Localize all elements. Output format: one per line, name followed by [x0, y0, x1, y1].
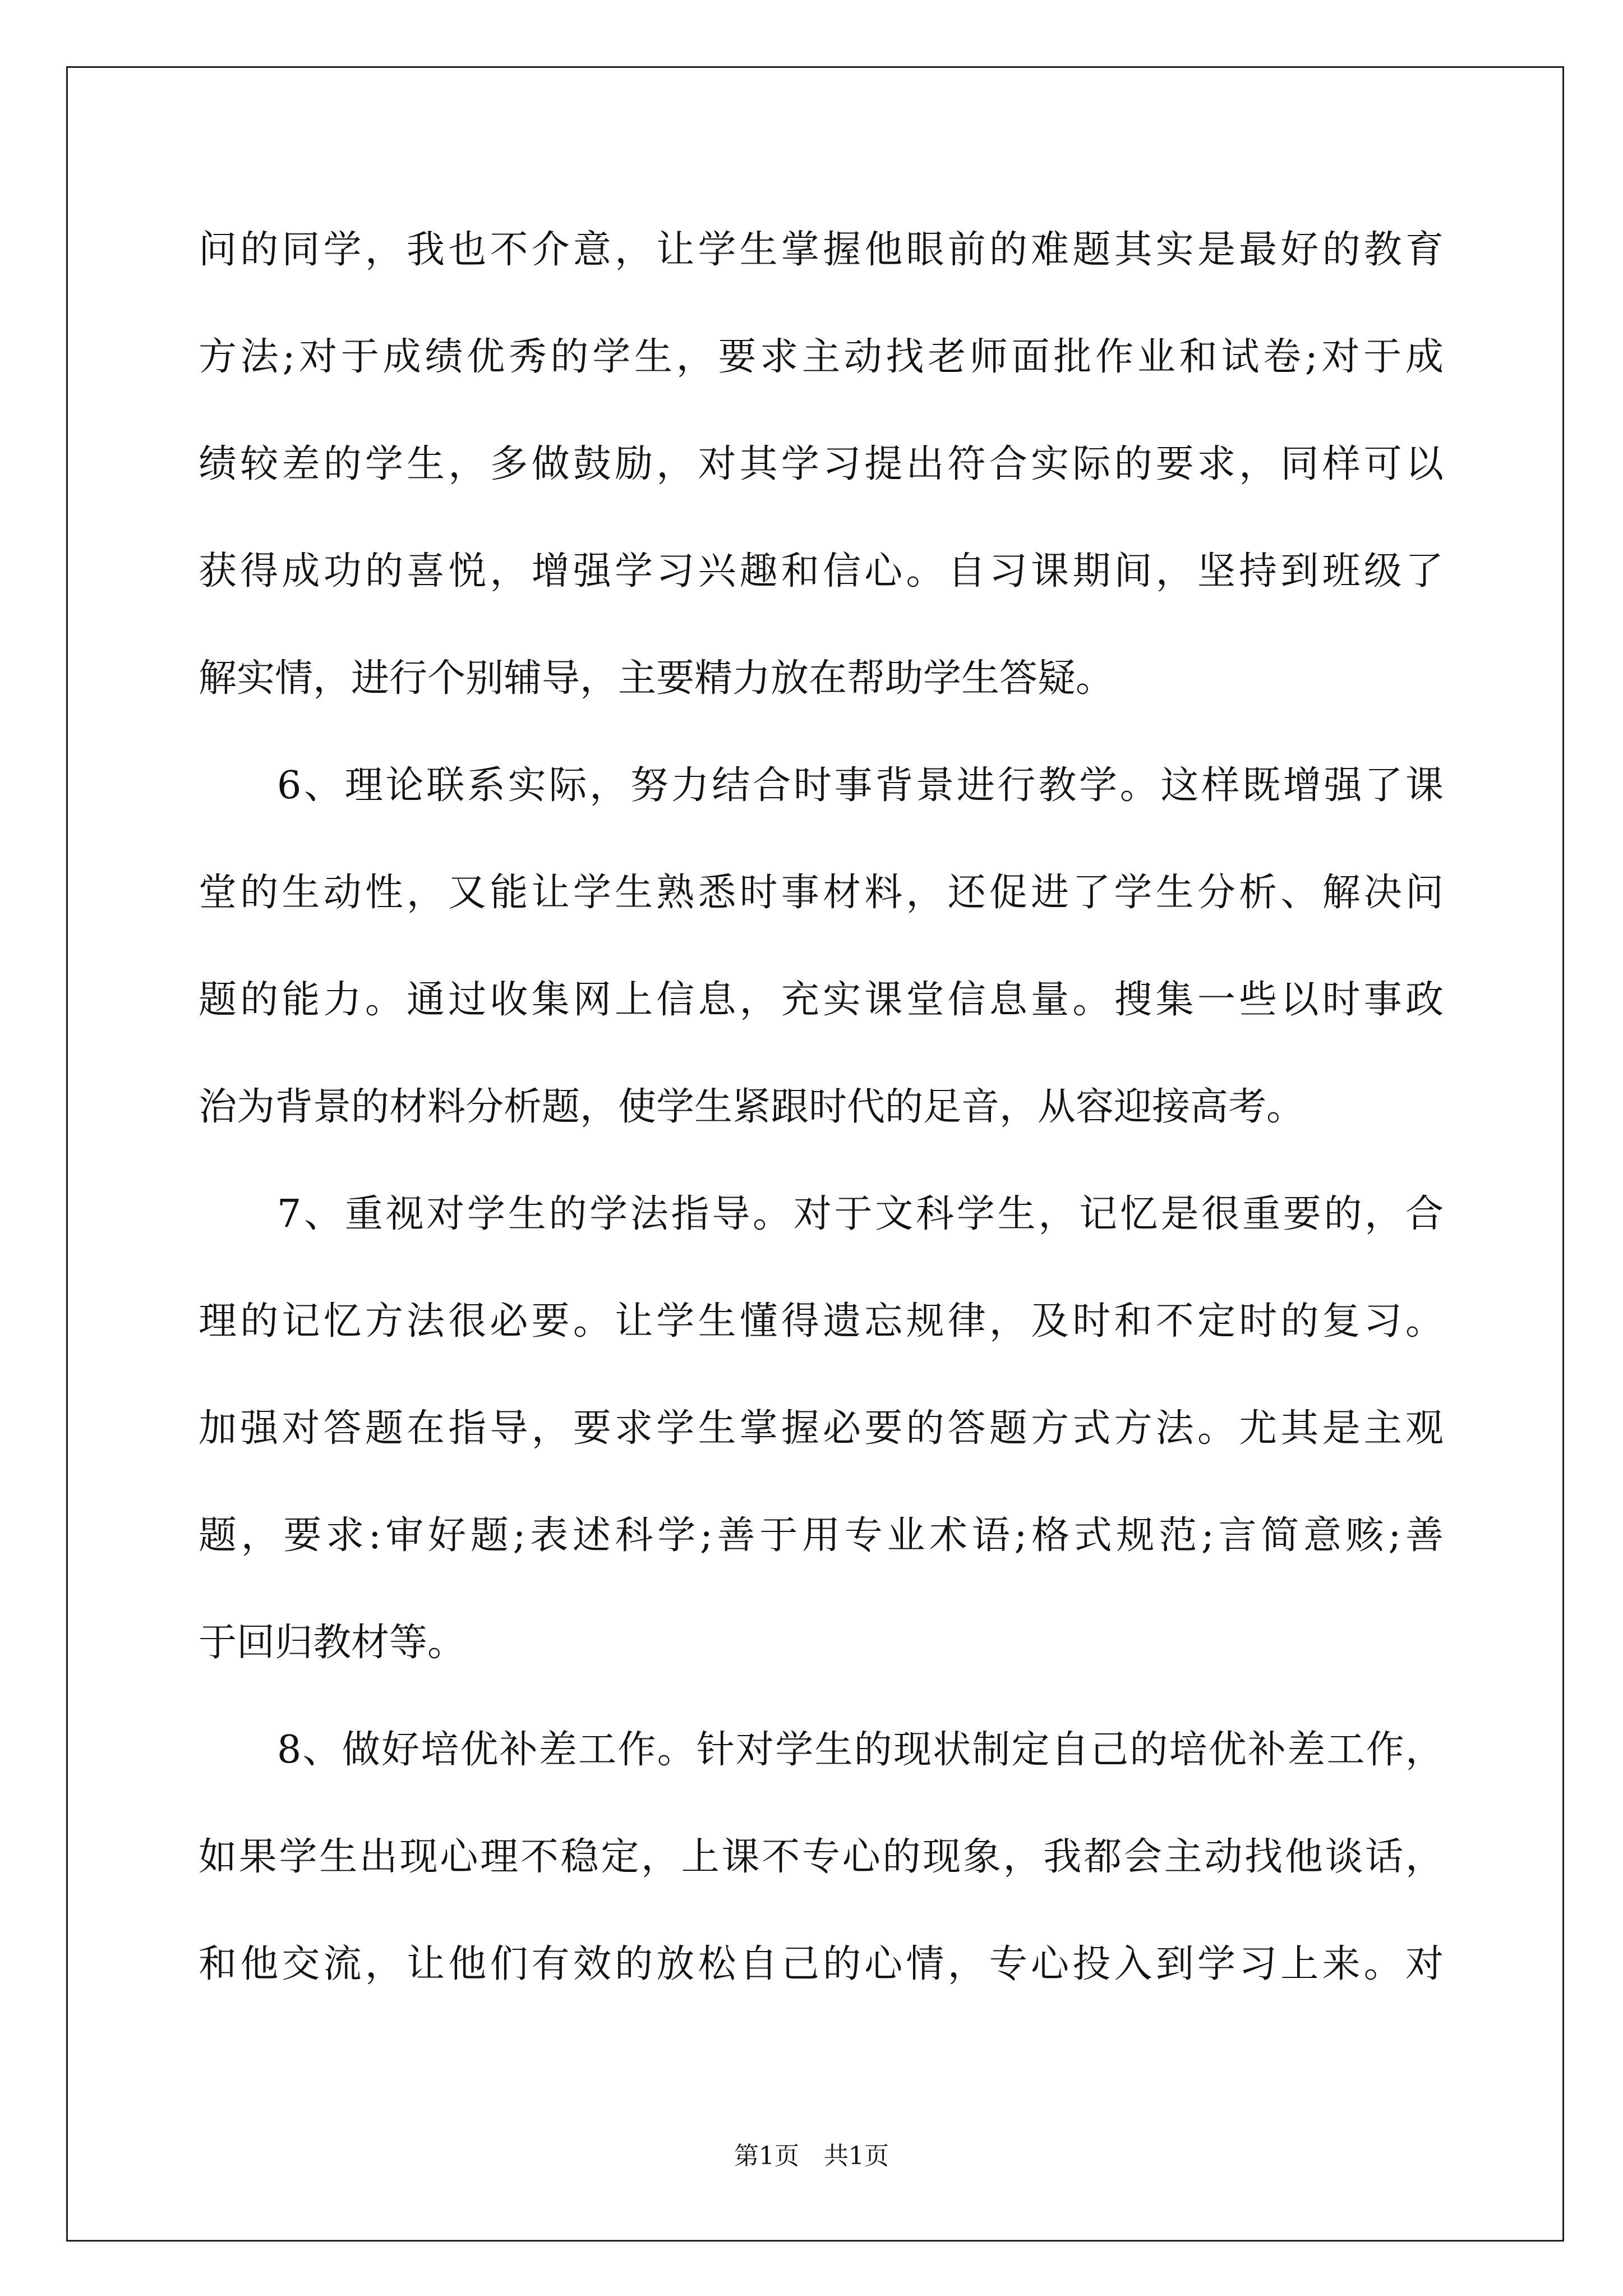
page-number: 第1页: [734, 2142, 799, 2170]
text-line: 理的记忆方法很必要。让学生懂得遗忘规律，及时和不定时的复习。: [199, 1299, 1444, 1343]
text-line: 绩较差的学生，多做鼓励，对其学习提出符合实际的要求，同样可以: [199, 442, 1444, 486]
paragraph: [199, 1696, 1444, 2018]
paragraph: [199, 732, 1444, 1161]
text-line: 获得成功的喜悦，增强学习兴趣和信心。自习课期间，坚持到班级了: [199, 549, 1444, 593]
text-line: 于回归教材等。: [199, 1621, 466, 1665]
page-footer: [0, 2139, 1623, 2173]
text-line: 6、理论联系实际，努力结合时事背景进行教学。这样既增强了课: [277, 763, 1444, 808]
text-line: 7、重视对学生的学法指导。对于文科学生，记忆是很重要的，合: [277, 1192, 1444, 1236]
text-line: 解实情，进行个别辅导，主要精力放在帮助学生答疑。: [199, 656, 1114, 701]
page-total: 共1页: [824, 2142, 889, 2170]
text-line: 如果学生出现心理不稳定，上课不专心的现象，我都会主动找他谈话，: [199, 1835, 1444, 1879]
text-line: 8、做好培优补差工作。针对学生的现状制定自己的培优补差工作，: [277, 1728, 1444, 1772]
text-line: 题，要求:审好题;表述科学;善于用专业术语;格式规范;言简意赅;善: [199, 1513, 1444, 1558]
document-body: [199, 196, 1444, 2018]
text-line: 方法;对于成绩优秀的学生，要求主动找老师面批作业和试卷;对于成: [199, 335, 1444, 379]
text-line: 治为背景的材料分析题，使学生紧跟时代的足音，从容迎接高考。: [199, 1085, 1305, 1129]
text-line: 堂的生动性，又能让学生熟悉时事材料，还促进了学生分析、解决问: [199, 871, 1444, 915]
text-line: 题的能力。通过收集网上信息，充实课堂信息量。搜集一些以时事政: [199, 978, 1444, 1022]
text-line: 加强对答题在指导，要求学生掌握必要的答题方式方法。尤其是主观: [199, 1406, 1444, 1451]
text-line: 问的同学，我也不介意，让学生掌握他眼前的难题其实是最好的教育: [199, 228, 1444, 272]
paragraph: [199, 196, 1444, 732]
text-line: 和他交流，让他们有效的放松自己的心情，专心投入到学习上来。对: [199, 1942, 1444, 1986]
paragraph: [199, 1161, 1444, 1696]
